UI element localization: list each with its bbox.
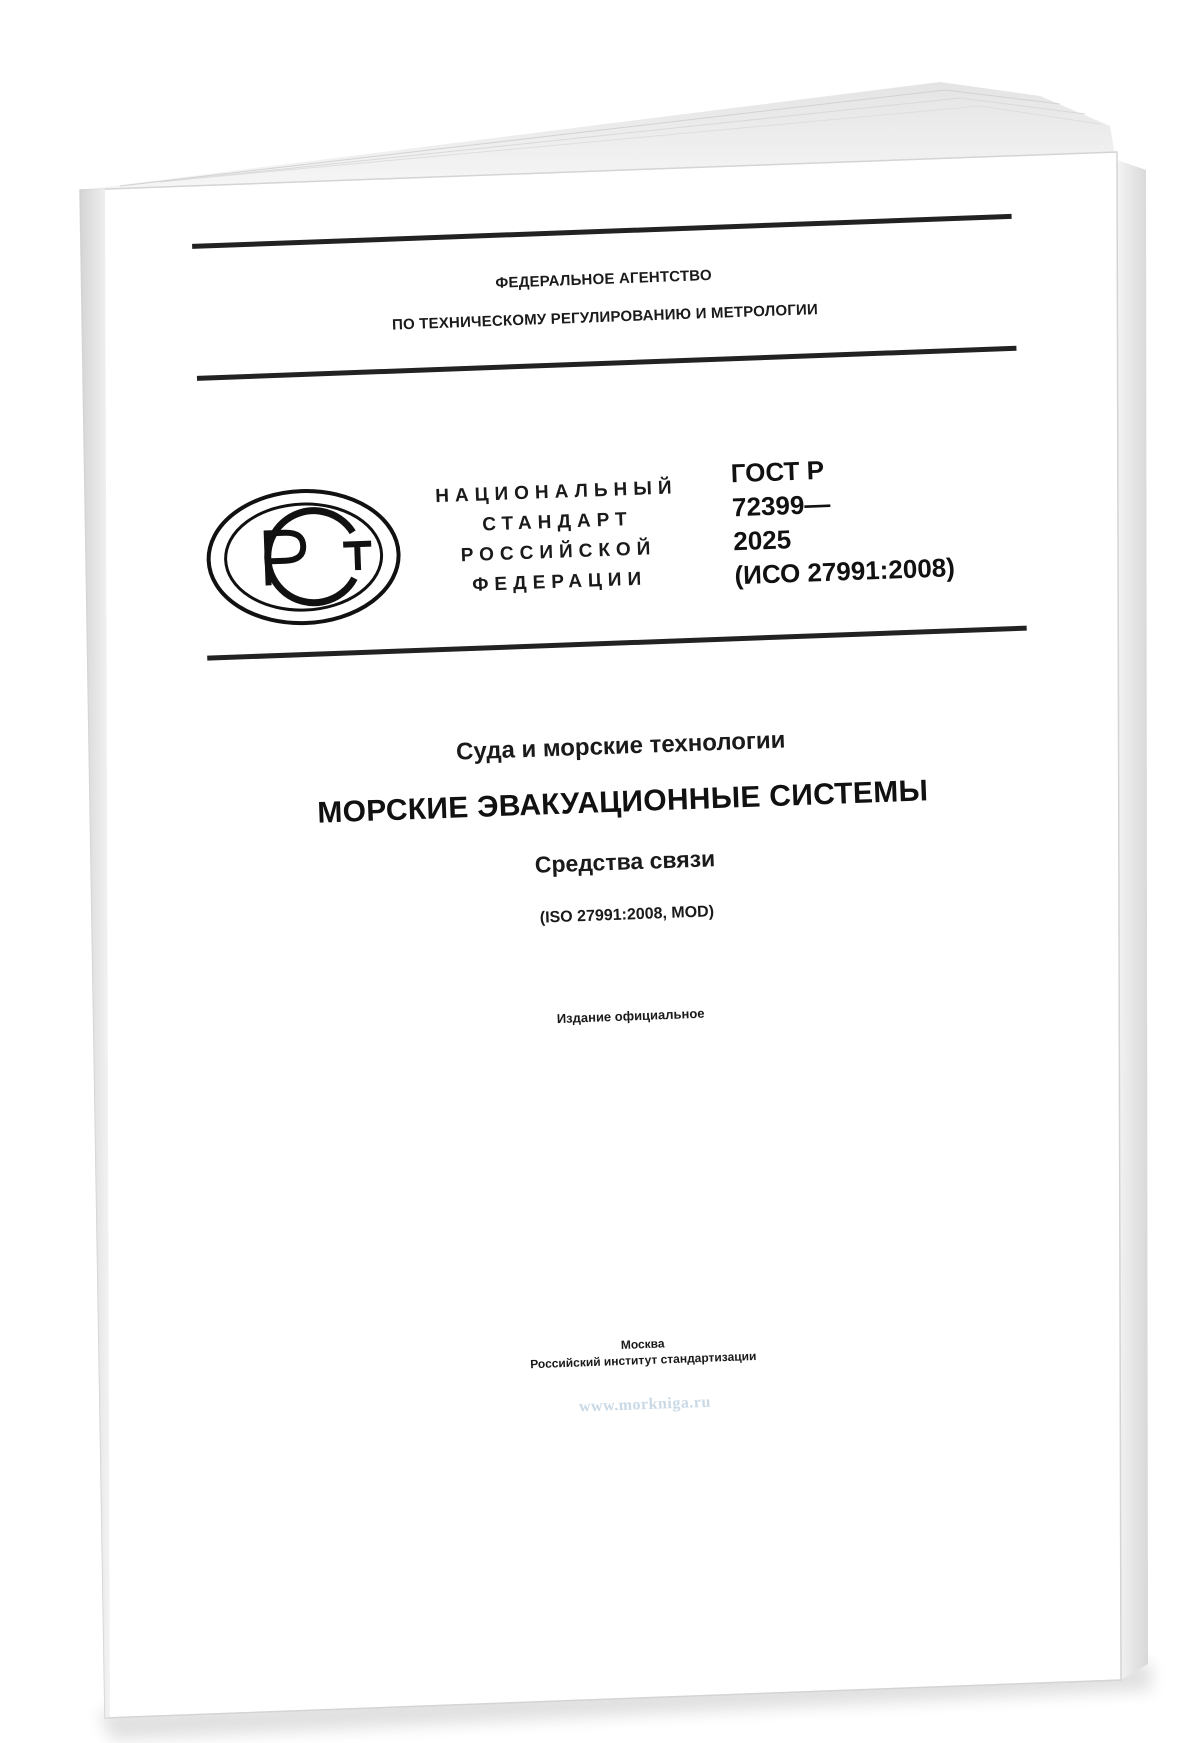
natstd-line-4: ФЕДЕРАЦИИ bbox=[471, 568, 648, 596]
series-title: Суда и морские технологии bbox=[455, 726, 786, 766]
natstd-line-2: СТАНДАРТ bbox=[481, 508, 634, 536]
imprint bbox=[233, 1321, 1054, 1383]
imprint-publisher: Российский институт стандартизации bbox=[529, 1349, 757, 1372]
cover-content bbox=[80, 152, 1175, 1709]
designation-line-4: (ИСО 27991:2008) bbox=[734, 552, 956, 591]
subtitle: Средства связи bbox=[534, 845, 716, 878]
edition-label: Издание официальное bbox=[556, 1005, 705, 1027]
designation-line-3: 2025 bbox=[732, 524, 792, 557]
rst-mark-icon bbox=[201, 478, 411, 635]
natstd-line-1: НАЦИОНАЛЬНЫЙ bbox=[434, 477, 678, 508]
agency-line-1: ФЕДЕРАЛЬНОЕ АГЕНТСТВО bbox=[495, 266, 713, 292]
standard-designation bbox=[730, 448, 955, 592]
national-standard-label bbox=[401, 472, 715, 603]
top-rule-2 bbox=[197, 346, 1017, 381]
top-rule-1 bbox=[192, 214, 1012, 249]
agency-line-2: ПО ТЕХНИЧЕСКОМУ РЕГУЛИРОВАНИЮ И МЕТРОЛОГИИ bbox=[391, 301, 819, 334]
designation-line-1: ГОСТ Р bbox=[730, 454, 825, 489]
watermark: www.morkniga.ru bbox=[578, 1393, 712, 1416]
main-title: МОРСКИЕ ЭВАКУАЦИОННЫЕ СИСТЕМЫ bbox=[316, 774, 929, 830]
natstd-line-3: РОССИЙСКОЙ bbox=[460, 538, 657, 567]
imprint-city: Москва bbox=[620, 1336, 665, 1352]
designation-line-2: 72399— bbox=[731, 488, 831, 523]
iso-reference: (ISO 27991:2008, MOD) bbox=[539, 903, 715, 927]
